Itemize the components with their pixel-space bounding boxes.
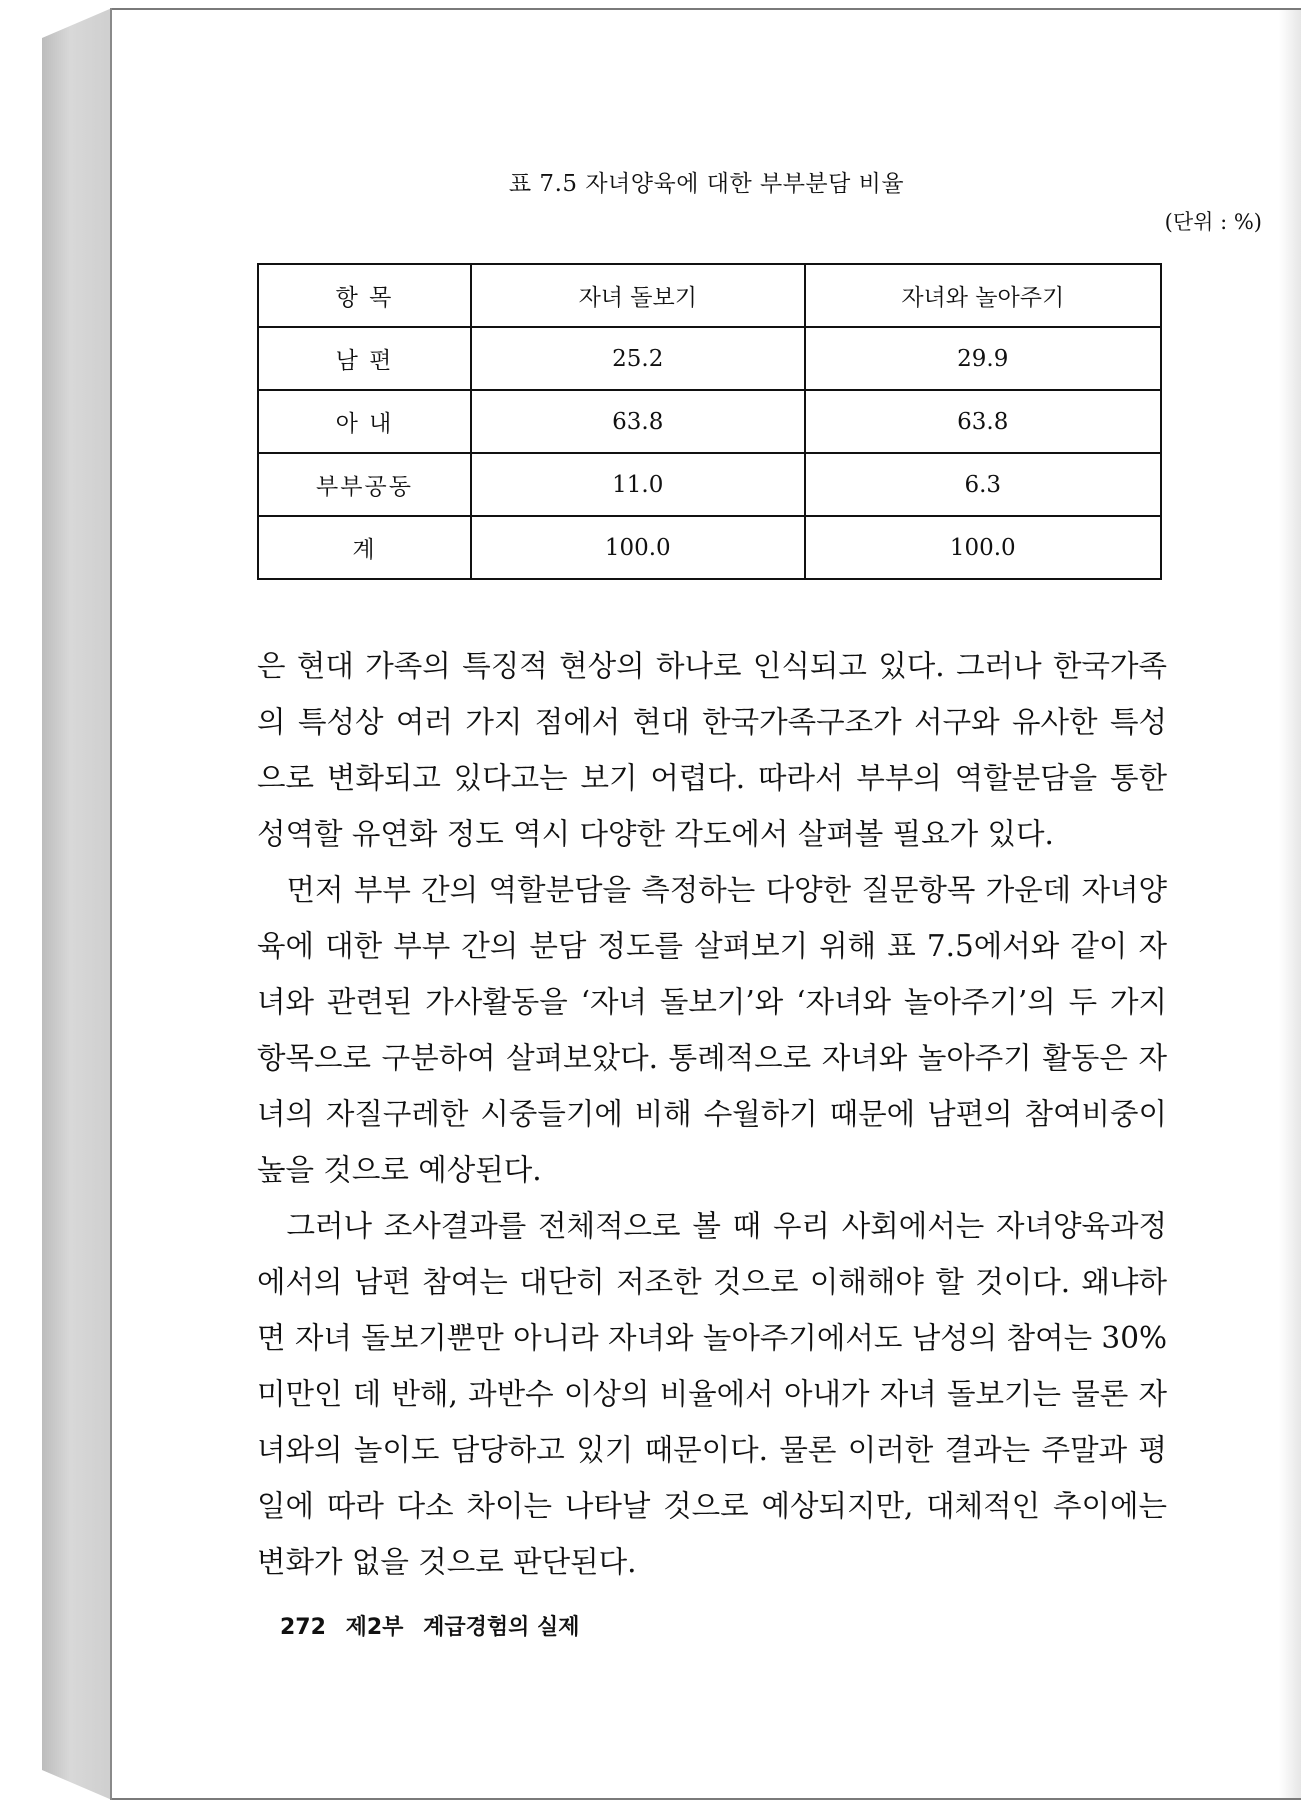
data-table xyxy=(257,263,1162,580)
table-row xyxy=(258,453,1161,516)
table-row xyxy=(258,327,1161,390)
chapter-title: 계급경험의 실제 xyxy=(423,1615,580,1640)
cell-value: 29.9 xyxy=(805,327,1161,390)
paragraph: 은 현대 가족의 특징적 현상의 하나로 인식되고 있다. 그러나 한국가족의 특성상 여러 가지 점에서 현대 한국가족구조가 서구와 유사한 특성으로 변화되고 있다고는 보기 어렵다. 따라서 부부의 역할분담을 통한 성역할 유연화 정도 역시 다양한 각도에서 살펴볼 필요가 있다. xyxy=(257,649,1167,851)
body-text xyxy=(257,638,1167,1590)
table-unit: (단위 : %) xyxy=(1164,210,1262,234)
cell-value: 63.8 xyxy=(471,390,805,453)
cell-value: 25.2 xyxy=(471,327,805,390)
header-item: 항 목 xyxy=(258,264,471,327)
book-page xyxy=(112,8,1301,1800)
cell-value: 100.0 xyxy=(805,516,1161,579)
header-playing: 자녀와 놀아주기 xyxy=(805,264,1161,327)
paragraph: 그러나 조사결과를 전체적으로 볼 때 우리 사회에서는 자녀양육과정에서의 남편 참여는 대단히 저조한 것으로 이해해야 할 것이다. 왜냐하면 자녀 돌보기뿐만 아니라 자녀와 놀아주기에서도 남성의 참여는 30% 미만인 데 반해, 과반수 이상의 비율에서 아내가 자녀 돌보기는 물론 자녀와의 놀이도 담당하고 있기 때문이다. 물론 이러한 결과는 주말과 평일에 따라 다소 차이는 나타날 것으로 예상되지만, 대체적인 추이에는 변화가 없을 것으로 판단된다. xyxy=(257,1209,1168,1579)
table-title: 표 7.5 자녀양육에 대한 부부분담 비율 xyxy=(508,171,905,197)
cell-value: 11.0 xyxy=(471,453,805,516)
cell-value: 100.0 xyxy=(471,516,805,579)
book-spine xyxy=(42,8,112,1800)
table-row xyxy=(258,390,1161,453)
row-label: 부부공동 xyxy=(258,453,471,516)
page-footer xyxy=(280,1610,592,1641)
cell-value: 6.3 xyxy=(805,453,1161,516)
cell-value: 63.8 xyxy=(805,390,1161,453)
row-label: 계 xyxy=(258,516,471,579)
page-number: 272 xyxy=(280,1615,326,1640)
paragraph: 먼저 부부 간의 역할분담을 측정하는 다양한 질문항목 가운데 자녀양육에 대한 부부 간의 분담 정도를 살펴보기 위해 표 7.5에서와 같이 자녀와 관련된 가사활동을 ‘자녀 돌보기’와 ‘자녀와 놀아주기’의 두 가지 항목으로 구분하여 살펴보았다. 통례적으로 자녀와 놀아주기 활동은 자녀의 자질구레한 시중들기에 비해 수월하기 때문에 남편의 참여비중이 높을 것으로 예상된다. xyxy=(257,873,1167,1187)
part-label: 제2부 xyxy=(345,1615,404,1640)
page-edge-shade xyxy=(1279,10,1301,1798)
row-label: 남 편 xyxy=(258,327,471,390)
table-row xyxy=(258,516,1161,579)
header-childcare: 자녀 돌보기 xyxy=(471,264,805,327)
table-header-row xyxy=(258,264,1161,327)
row-label: 아 내 xyxy=(258,390,471,453)
